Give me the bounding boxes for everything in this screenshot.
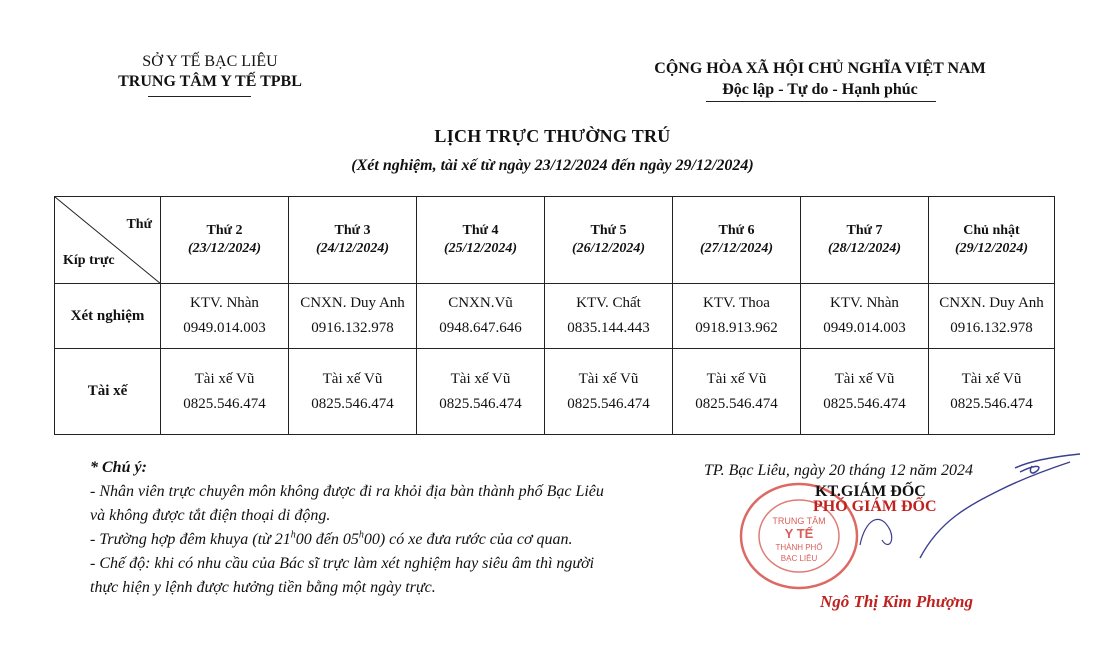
table-cell bbox=[545, 349, 673, 435]
staff-phone: 0949.014.003 bbox=[823, 320, 906, 336]
signer-title: KT.GIÁM ĐỐC bbox=[815, 483, 926, 500]
note-line: thực hiện y lệnh được hưởng tiền bằng một ngày trực. bbox=[90, 579, 436, 596]
header-left bbox=[90, 52, 330, 92]
day-date: (28/12/2024) bbox=[827, 241, 902, 256]
day-date: (25/12/2024) bbox=[443, 241, 518, 256]
table-cell bbox=[545, 284, 673, 349]
day-name: Thứ 3 bbox=[334, 223, 371, 238]
staff-phone: 0949.014.003 bbox=[183, 320, 266, 336]
day-header bbox=[673, 197, 801, 284]
corner-label-day: Thứ bbox=[126, 217, 152, 232]
staff-name: KTV. Chất bbox=[576, 295, 641, 311]
day-header bbox=[289, 197, 417, 284]
svg-text:BẠC LIÊU: BẠC LIÊU bbox=[780, 554, 818, 563]
staff-name: Tài xế Vũ bbox=[194, 370, 255, 387]
staff-phone: 0825.546.474 bbox=[950, 395, 1033, 412]
day-name: Thứ 7 bbox=[846, 223, 883, 238]
table-cell bbox=[161, 349, 289, 435]
staff-phone: 0825.546.474 bbox=[823, 395, 906, 412]
header-left-underline bbox=[148, 96, 251, 97]
table-cell bbox=[673, 284, 801, 349]
day-header bbox=[417, 197, 545, 284]
staff-name: CNXN. Duy Anh bbox=[939, 295, 1044, 311]
staff-phone: 0916.132.978 bbox=[311, 320, 394, 336]
notes-section bbox=[90, 456, 710, 600]
table-cell bbox=[673, 349, 801, 435]
staff-name: Tài xế Vũ bbox=[322, 370, 383, 387]
table-cell bbox=[161, 284, 289, 349]
day-date: (29/12/2024) bbox=[954, 241, 1029, 256]
staff-name: KTV. Thoa bbox=[703, 295, 770, 311]
staff-name: Tài xế Vũ bbox=[706, 370, 767, 387]
day-name: Thứ 6 bbox=[718, 223, 755, 238]
note-text: 00) có xe đưa rước của cơ quan. bbox=[363, 531, 573, 548]
day-date: (23/12/2024) bbox=[187, 241, 262, 256]
note-line: - Nhân viên trực chuyên môn không được đi ra khỏi địa bàn thành phố Bạc Liêu bbox=[90, 483, 604, 500]
staff-name: KTV. Nhàn bbox=[190, 295, 259, 311]
diagonal-line bbox=[55, 197, 161, 284]
day-date: (27/12/2024) bbox=[699, 241, 774, 256]
center-name: TRUNG TÂM Y TẾ TPBL bbox=[118, 73, 302, 90]
day-header bbox=[161, 197, 289, 284]
staff-name: Tài xế Vũ bbox=[834, 370, 895, 387]
note-text: 00 đến 05 bbox=[295, 531, 359, 548]
staff-phone: 0825.546.474 bbox=[439, 395, 522, 412]
row-label: Tài xế bbox=[55, 349, 161, 435]
corner-label-shift: Kíp trực bbox=[63, 253, 115, 268]
signer-name: Ngô Thị Kim Phượng bbox=[820, 592, 973, 611]
document-title: LỊCH TRỰC THƯỜNG TRÚ bbox=[434, 126, 671, 146]
place-date: TP. Bạc Liêu, ngày 20 tháng 12 năm 2024 bbox=[704, 462, 974, 479]
staff-phone: 0948.647.646 bbox=[439, 320, 522, 336]
day-name: Chủ nhật bbox=[963, 223, 1020, 238]
note-line: - Chế độ: khi có nhu cầu của Bác sĩ trực làm xét nghiệm hay siêu âm thì người bbox=[90, 555, 595, 572]
header-right bbox=[605, 58, 1035, 100]
staff-phone: 0825.546.474 bbox=[567, 395, 650, 412]
staff-phone: 0918.913.962 bbox=[695, 320, 778, 336]
table-cell bbox=[417, 284, 545, 349]
staff-name: KTV. Nhàn bbox=[830, 295, 899, 311]
schedule-table bbox=[54, 196, 1055, 435]
header-right-underline bbox=[706, 101, 936, 102]
note-text: - Trường hợp đêm khuya (từ 21 bbox=[90, 531, 291, 548]
staff-phone: 0825.546.474 bbox=[183, 395, 266, 412]
staff-name: CNXN.Vũ bbox=[448, 295, 513, 311]
table-row-lab bbox=[55, 284, 1055, 349]
day-name: Thứ 5 bbox=[590, 223, 627, 238]
handwritten-signature bbox=[770, 450, 1090, 590]
table-row-driver bbox=[55, 349, 1055, 435]
table-cell bbox=[929, 284, 1055, 349]
svg-text:THÀNH PHỐ: THÀNH PHỐ bbox=[775, 543, 823, 552]
national-motto: Độc lập - Tự do - Hạnh phúc bbox=[722, 81, 918, 98]
staff-name: Tài xế Vũ bbox=[578, 370, 639, 387]
staff-name: CNXN. Duy Anh bbox=[300, 295, 405, 311]
staff-phone: 0916.132.978 bbox=[950, 320, 1033, 336]
svg-text:TRUNG TÂM: TRUNG TÂM bbox=[772, 516, 826, 526]
country-name: CỘNG HÒA XÃ HỘI CHỦ NGHĨA VIỆT NAM bbox=[654, 60, 986, 77]
day-name: Thứ 2 bbox=[206, 223, 243, 238]
table-header-row bbox=[55, 197, 1055, 284]
note-line: và không được tắt điện thoại di động. bbox=[90, 507, 331, 524]
day-header bbox=[801, 197, 929, 284]
day-header bbox=[929, 197, 1055, 284]
note-line bbox=[90, 528, 710, 552]
notes-heading: * Chú ý: bbox=[90, 459, 147, 476]
staff-name: Tài xế Vũ bbox=[450, 370, 511, 387]
staff-phone: 0825.546.474 bbox=[311, 395, 394, 412]
staff-phone: 0835.144.443 bbox=[567, 320, 650, 336]
row-label: Xét nghiệm bbox=[55, 284, 161, 349]
signer-subtitle: PHÓ GIÁM ĐỐC bbox=[813, 498, 937, 515]
staff-name: Tài xế Vũ bbox=[961, 370, 1022, 387]
staff-phone: 0825.546.474 bbox=[695, 395, 778, 412]
document-subtitle: (Xét nghiệm, tài xế từ ngày 23/12/2024 đến ngày 29/12/2024) bbox=[351, 157, 754, 174]
day-name: Thứ 4 bbox=[462, 223, 499, 238]
day-header bbox=[545, 197, 673, 284]
corner-cell bbox=[55, 197, 161, 284]
table-cell bbox=[417, 349, 545, 435]
table-cell bbox=[801, 284, 929, 349]
day-date: (24/12/2024) bbox=[315, 241, 390, 256]
department-name: SỞ Y TẾ BẠC LIÊU bbox=[142, 53, 278, 70]
note-sup: h bbox=[290, 529, 296, 541]
table-cell bbox=[801, 349, 929, 435]
day-date: (26/12/2024) bbox=[571, 241, 646, 256]
table-cell bbox=[289, 284, 417, 349]
table-cell bbox=[289, 349, 417, 435]
table-cell bbox=[929, 349, 1055, 435]
svg-text:Y TẾ: Y TẾ bbox=[784, 526, 814, 541]
note-sup: h bbox=[358, 529, 364, 541]
